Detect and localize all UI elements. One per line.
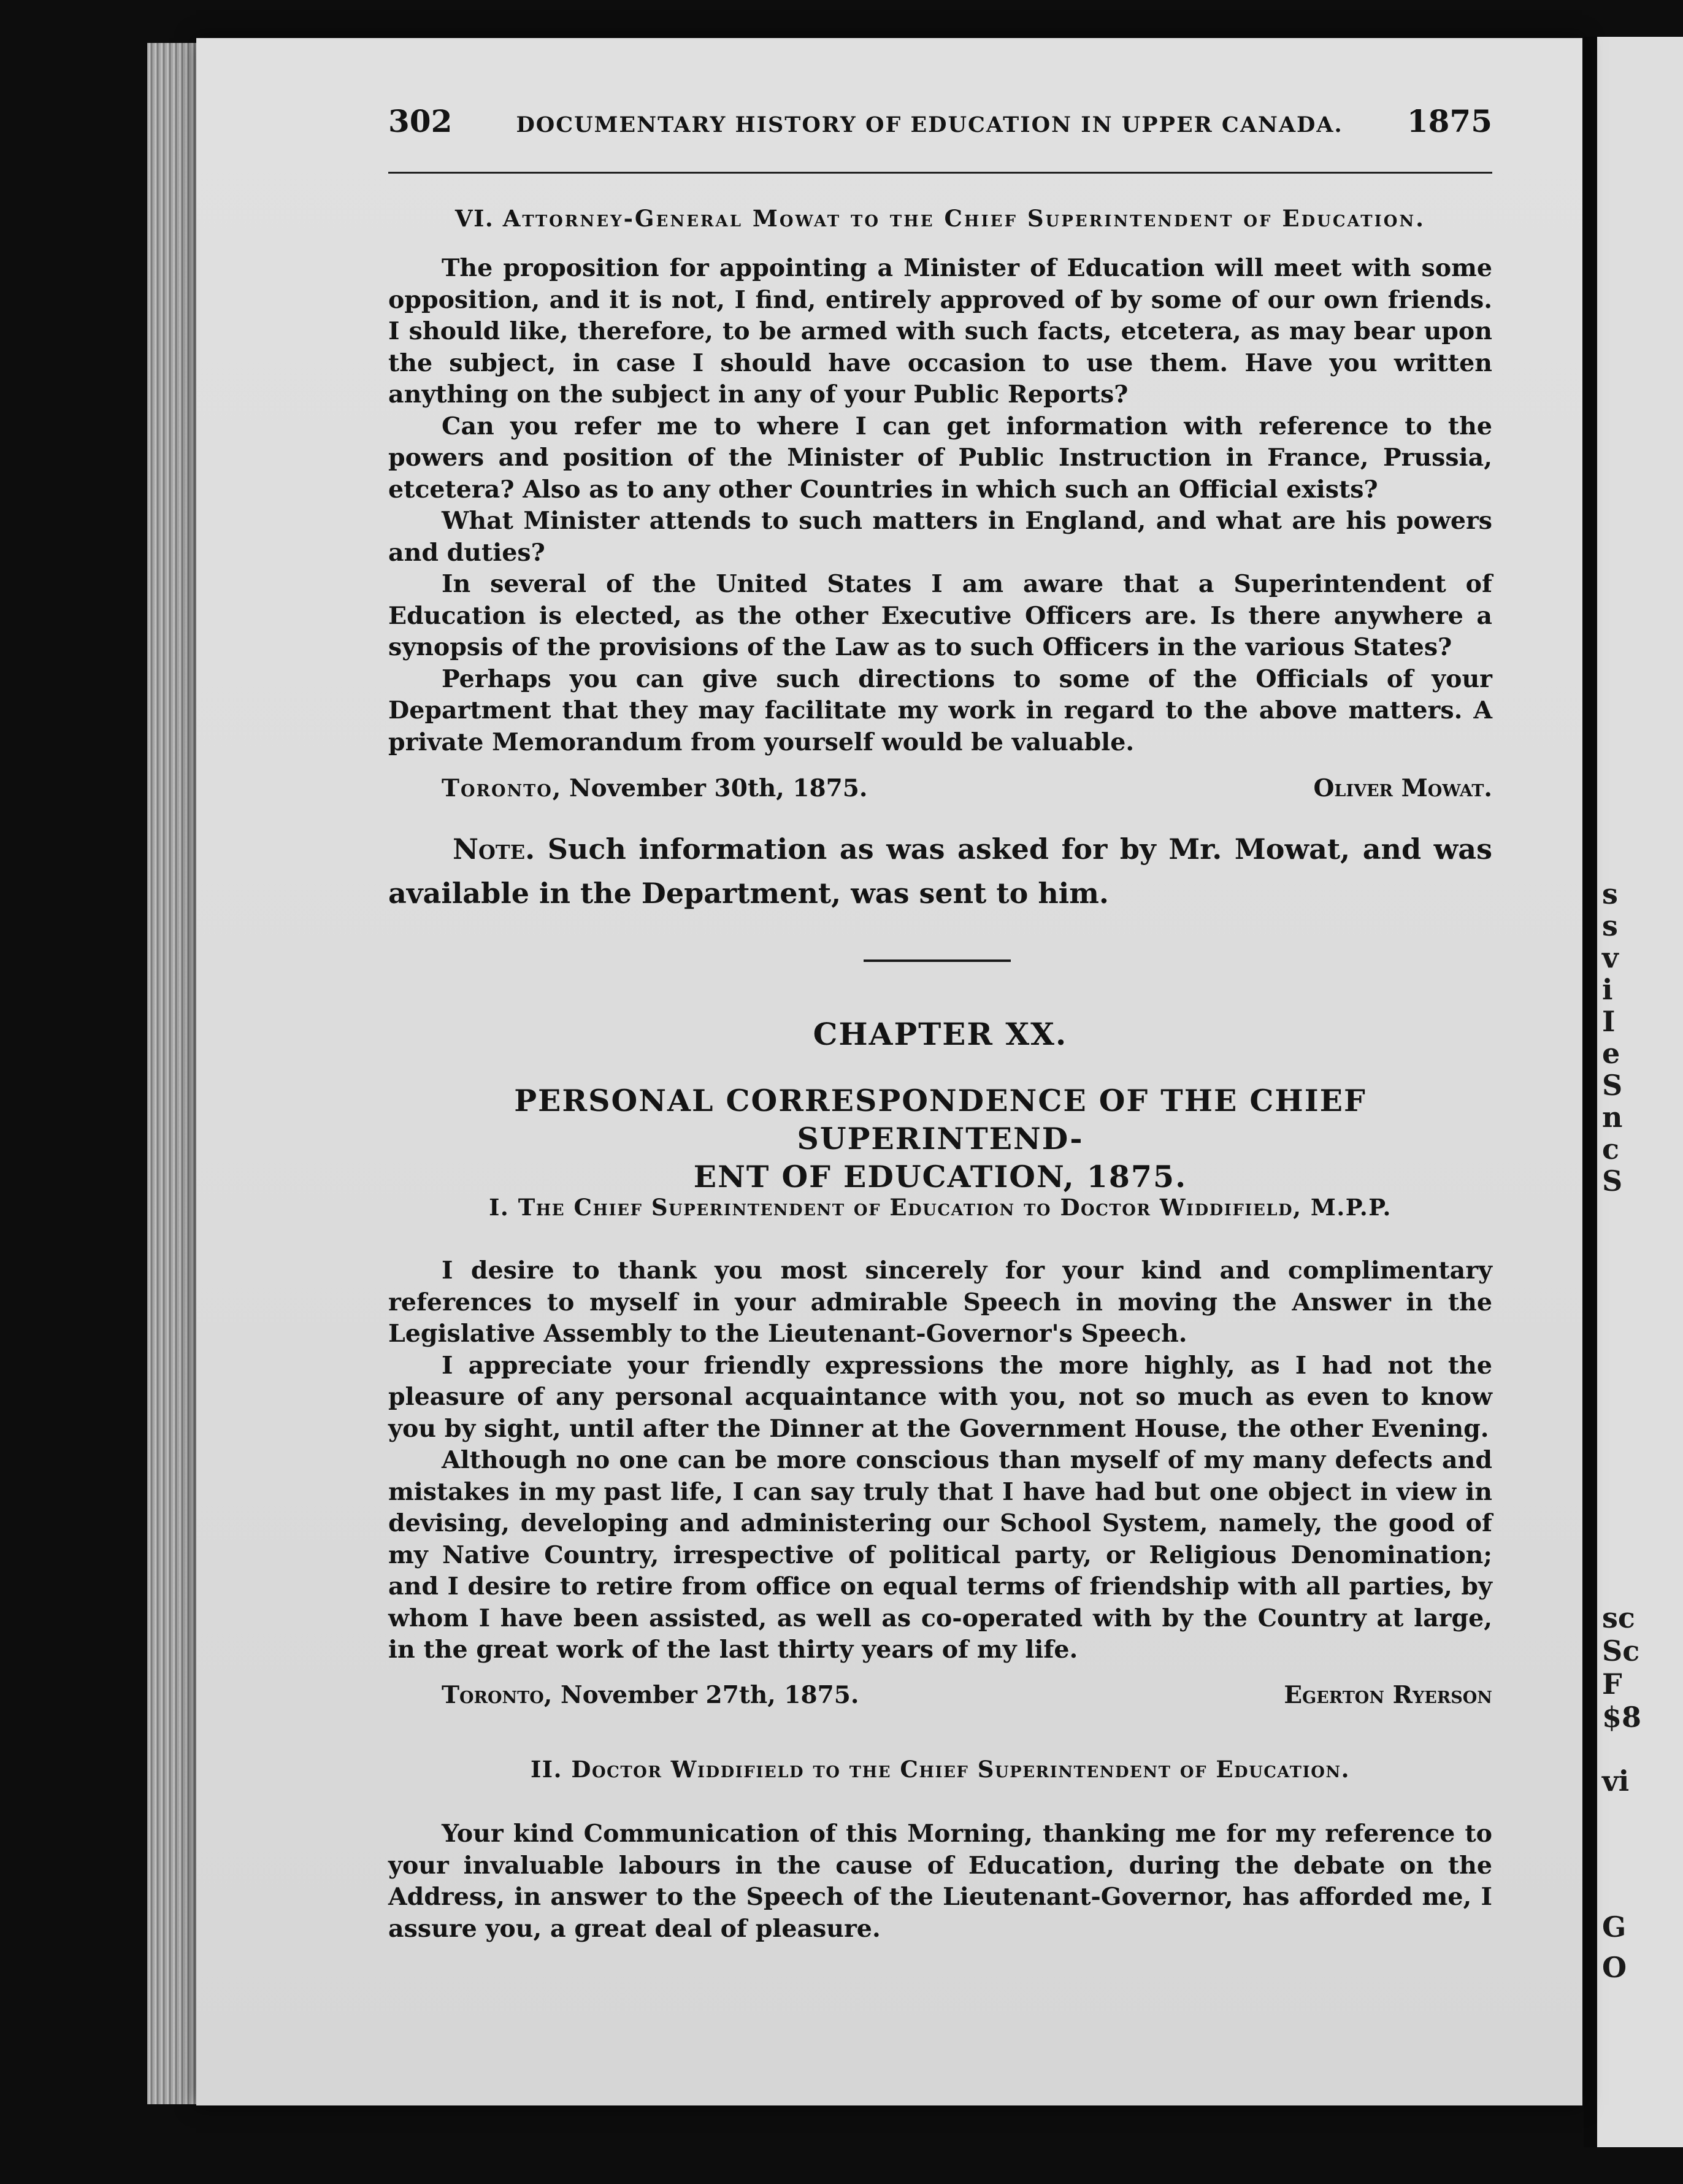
chapter-title-line: ENT OF EDUCATION, 1875.	[693, 1159, 1187, 1194]
facing-fragment: $8	[1602, 1701, 1642, 1734]
section-i-numeral: I.	[489, 1194, 510, 1221]
facing-fragment: vi	[1602, 1764, 1630, 1798]
signature: Oliver Mowat.	[1313, 774, 1492, 802]
note-text: Such information as was asked for by Mr. Mowat, and was available in the Department, was sent to him.	[388, 832, 1492, 910]
paragraph: Although no one can be more conscious than myself of my many defects and mistakes in my past life, I can say truly that I have had but one object in view in devising, developing and administering our School System, namely, the good of my Native Country, irrespective of political party, or Religious Denomination; and I desire to retire from office on equal terms of friendship with all parties, by whom I have been assisted, as well as co-operated with by the Country at large, in the great work of the last thirty years of my life.	[388, 1446, 1492, 1664]
dateline-date: , November 27th, 1875.	[543, 1681, 859, 1709]
note-label: Note.	[453, 832, 535, 866]
dateline-place: Toronto	[442, 1681, 544, 1709]
paragraph: Perhaps you can give such directions to some of the Officials of your Department that they may facilitate my work in regard to the above matters. A private Memorandum from yourself would be valuable.	[388, 664, 1492, 756]
facing-fragment: S	[1602, 1069, 1623, 1102]
section-i-heading	[388, 1194, 1492, 1221]
page-number: 302	[388, 103, 453, 139]
section-divider	[864, 959, 1011, 962]
section-ii-numeral: II.	[531, 1756, 562, 1783]
section-ii-heading	[388, 1756, 1492, 1783]
page-edge-stack	[147, 43, 196, 2104]
facing-fragment: s	[1602, 909, 1618, 942]
dateline	[442, 1681, 859, 1709]
chapter-title-line: PERSONAL CORRESPONDENCE OF THE CHIEF SUPERINTEND-	[514, 1083, 1367, 1156]
signature: Egerton Ryerson	[1284, 1681, 1492, 1709]
dateline-place: Toronto	[442, 774, 553, 802]
paragraph: Can you refer me to where I can get information with reference to the powers and position of the Minister of Public Instruction in France, Prussia, etcetera? Also as to any other Countries in which such an Official exists?	[388, 412, 1492, 504]
facing-page	[1584, 37, 1683, 2147]
dateline	[442, 774, 867, 802]
dateline-date: , November 30th, 1875.	[552, 774, 868, 802]
paragraph: In several of the United States I am aware that a Superintendent of Education is elected, as the other Executive Officers are. Is there anywhere a synopsis of the provisions of the Law as to such Officers in the various States?	[388, 570, 1492, 661]
facing-fragment: e	[1602, 1037, 1620, 1070]
running-head	[388, 103, 1492, 139]
section-ii-body	[388, 1818, 1492, 1945]
facing-fragment: I	[1602, 1005, 1616, 1038]
section-i-title-suffix: M.P.P.	[1310, 1194, 1392, 1221]
paragraph: I appreciate your friendly expressions the more highly, as I had not the pleasure of any personal acquaintance with you, not so much as even to know you by sight, until after the Dinner at the Government House, the other Evening.	[388, 1351, 1492, 1443]
facing-fragment: s	[1602, 877, 1618, 910]
section-ii-title: Doctor Widdifield to the Chief Superintendent of Education.	[571, 1756, 1350, 1783]
facing-fragment: i	[1602, 973, 1613, 1006]
editor-note	[388, 827, 1492, 915]
facing-fragment: G	[1602, 1910, 1627, 1944]
facing-fragment: F	[1602, 1667, 1622, 1701]
paragraph: What Minister attends to such matters in England, and what are his powers and duties?	[388, 507, 1492, 567]
running-year: 1875	[1406, 103, 1492, 139]
facing-fragment: c	[1602, 1132, 1620, 1166]
facing-fragment: v	[1602, 941, 1619, 974]
facing-fragment: Sc	[1602, 1634, 1640, 1667]
facing-fragment: sc	[1602, 1601, 1635, 1634]
section-vi-title: Attorney-General Mowat to the Chief Superintendent of Education.	[502, 205, 1426, 232]
section-i-signoff	[442, 1681, 1492, 1709]
facing-fragment: S	[1602, 1164, 1623, 1198]
paragraph: Your kind Communication of this Morning, thanking me for my reference to your invaluable labours in the cause of Education, during the debate on the Address, in answer to the Speech of the Lieutenant-Governor, has afforded me, I assure you, a great deal of pleasure.	[388, 1820, 1492, 1943]
facing-fragment: n	[1602, 1101, 1623, 1134]
header-rule	[388, 172, 1492, 174]
facing-fragment: O	[1602, 1951, 1627, 1984]
section-vi-heading	[388, 205, 1492, 232]
section-i-title: The Chief Superintendent of Education to Doctor Widdifield,	[518, 1194, 1302, 1221]
section-vi-body	[388, 253, 1492, 758]
chapter-title	[388, 1082, 1492, 1196]
running-title: DOCUMENTARY HISTORY OF EDUCATION IN UPPER CANADA.	[516, 112, 1343, 137]
paragraph: I desire to thank you most sincerely for your kind and complimentary references to myself in your admirable Speech in moving the Answer in the Legislative Assembly to the Lieutenant-Governor's Speech.	[388, 1256, 1492, 1348]
chapter-number: CHAPTER XX.	[813, 1016, 1068, 1052]
section-i-body	[388, 1255, 1492, 1666]
paragraph: The proposition for appointing a Minister of Education will meet with some opposition, and it is not, I find, entirely approved of by some of our own friends. I should like, therefore, to be armed with such facts, etcetera, as may bear upon the subject, in case I should have occasion to use them. Have you written anything on the subject in any of your Public Reports?	[388, 254, 1492, 409]
section-vi-numeral: VI.	[454, 205, 494, 232]
section-vi-signoff	[442, 774, 1492, 802]
